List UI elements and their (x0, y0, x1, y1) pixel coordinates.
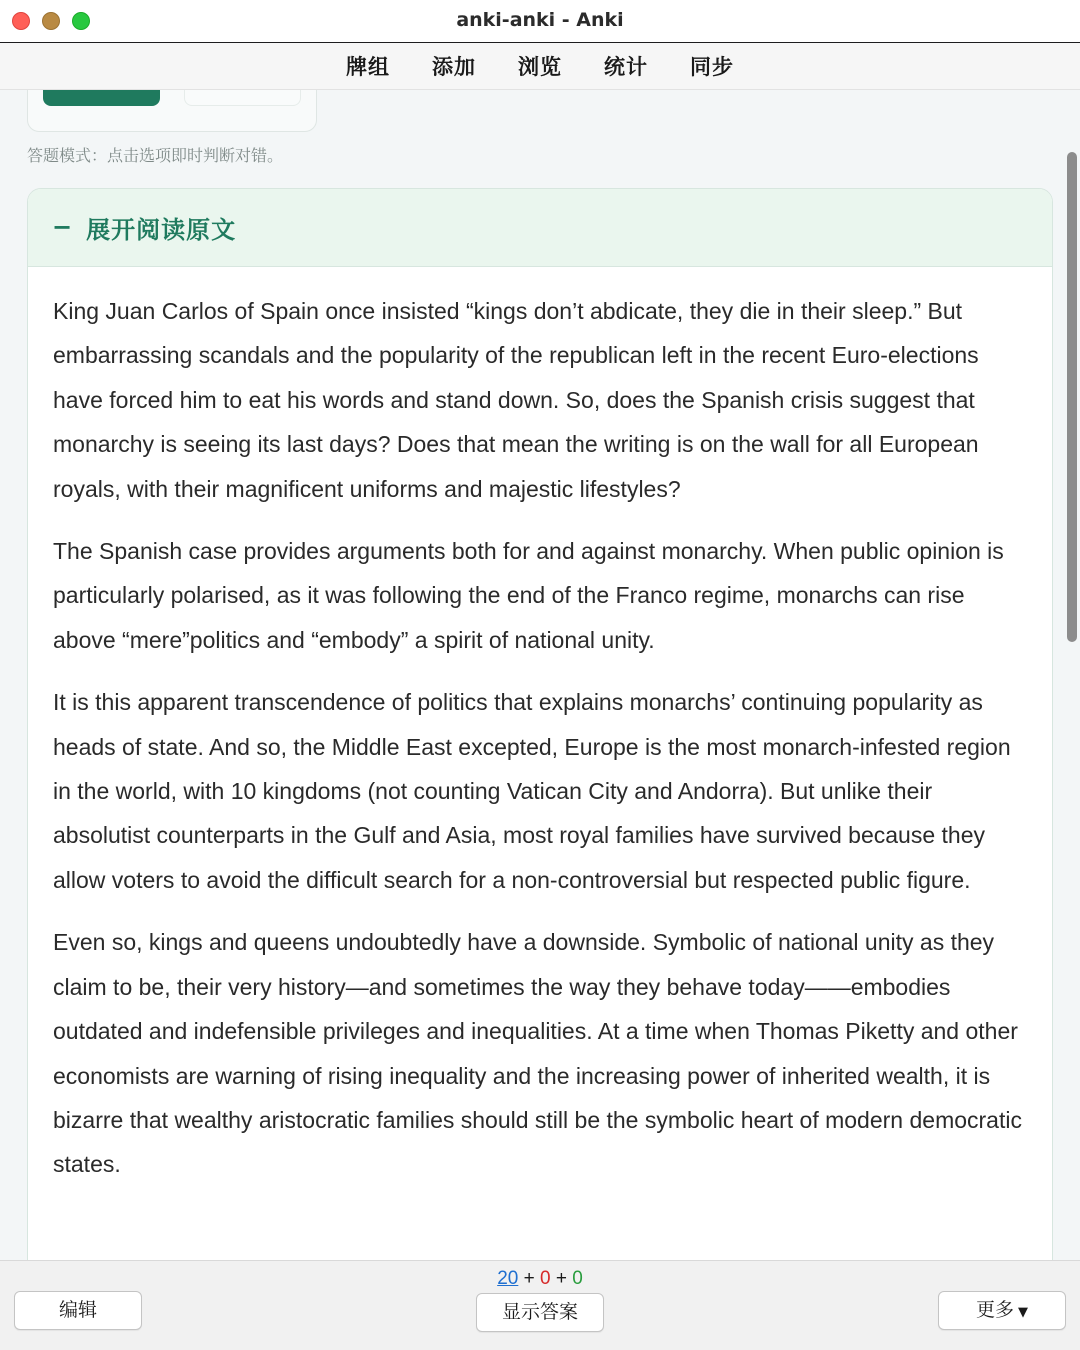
reading-panel-toggle[interactable] (28, 189, 1052, 267)
reading-text (28, 267, 1052, 1187)
caret-down-icon: ▼ (1018, 1305, 1028, 1320)
more-label: 更多 (975, 1299, 1014, 1321)
answer-options-card (27, 90, 317, 132)
reading-panel (27, 188, 1053, 1260)
title-bar (0, 0, 1080, 43)
paragraph: The Spanish case provides arguments both for and against monarchy. When public opinion is particularly polarised, as it was following the end of the Franco regime, monarchs can rise above “mere”politics and “embody” a spirit of national unity. (53, 538, 1004, 653)
count-separator: + (518, 1268, 540, 1289)
menu-browse[interactable]: 浏览 (518, 55, 562, 79)
paragraph: King Juan Carlos of Spain once insisted “kings don’t abdicate, they die in their sleep.” But embarrassing scandals and the popularity of the republican left in the recent Euro-elections have forced him to eat his words and stand down. So, does the Spanish crisis suggest that monarchy is seeing its last days? Does that mean the writing is on the wall for all European royals, with their magnificent uniforms and majestic lifestyles? (53, 298, 979, 502)
card-content (0, 90, 1080, 1260)
review-count: 0 (572, 1268, 583, 1289)
menu-sync[interactable]: 同步 (690, 55, 734, 79)
collapse-icon: − (52, 212, 73, 241)
menu-stats[interactable]: 统计 (604, 55, 648, 79)
due-counts (0, 1268, 1080, 1290)
menu-add[interactable]: 添加 (432, 55, 476, 79)
reading-panel-title: 展开阅读原文 (86, 216, 237, 244)
paragraph: Even so, kings and queens undoubtedly have a downside. Symbolic of national unity as they claim to be, their very history—and sometimes the way they behave today——embodies outdated and indefensible privileges and inequalities. At a time when Thomas Piketty and other economists are warning of rising inequality and the increasing power of inherited wealth, it is bizarre that wealthy aristocratic families should still be the symbolic heart of modern democratic states. (53, 929, 1022, 1178)
window-title: anki-anki - Anki (456, 9, 624, 31)
learn-count: 0 (539, 1268, 551, 1289)
answer-mode-hint: 答题模式：点击选项即时判断对错。 (27, 146, 284, 165)
top-menu (0, 43, 1080, 90)
more-button[interactable] (938, 1291, 1066, 1330)
count-separator: + (550, 1268, 573, 1289)
answer-option-button[interactable] (43, 90, 160, 106)
edit-button[interactable]: 编辑 (14, 1291, 142, 1330)
show-answer-button[interactable]: 显示答案 (476, 1293, 604, 1332)
new-count[interactable]: 20 (497, 1268, 519, 1289)
answer-option-button[interactable] (184, 90, 301, 106)
bottom-bar (0, 1260, 1080, 1350)
paragraph: It is this apparent transcendence of politics that explains monarchs’ continuing popularity as heads of state. And so, the Middle East excepted, Europe is the most monarch-infested region in the world, with 10 kingdoms (not counting Vatican City and Andorra). But unlike their absolutist counterparts in the Gulf and Asia, most royal families have survived because they allow voters to avoid the difficult search for a non-controversial but respected public figure. (53, 689, 1011, 893)
scrollbar-thumb[interactable] (1067, 152, 1077, 642)
menu-decks[interactable]: 牌组 (346, 55, 390, 79)
